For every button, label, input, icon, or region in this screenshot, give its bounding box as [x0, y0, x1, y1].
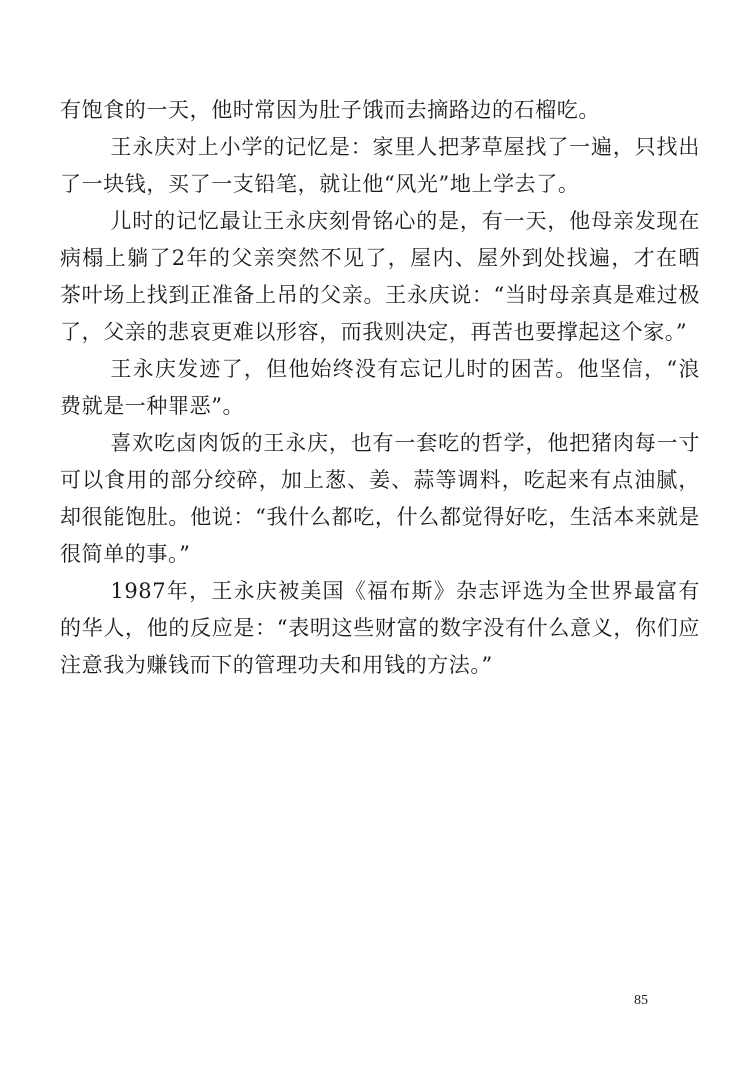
paragraph-5: 喜欢吃卤肉饭的王永庆，也有一套吃的哲学，他把猪肉每一寸可以食用的部分绞碎，加上葱、姜、蒜等调料，吃起来有点油腻，却很能饱肚。他说：“我什么都吃，什么都觉得好吃，生活本来就是很简单的事。”: [60, 431, 700, 566]
paragraph-6: 1987年，王永庆被美国《福布斯》杂志评选为全世界最富有的华人，他的反应是：“表明这些财富的数字没有什么意义，你们应注意我为赚钱而下的管理功夫和用钱的方法。”: [60, 579, 700, 677]
paragraph-1: 有饱食的一天，他时常因为肚子饿而去摘路边的石榴吃。: [60, 98, 600, 122]
body-text: [60, 92, 700, 684]
paragraph-2: 王永庆对上小学的记忆是：家里人把茅草屋找了一遍，只找出了一块钱，买了一支铅笔，就让他“风光”地上学去了。: [60, 135, 700, 196]
page-number: 85: [634, 993, 648, 1008]
paragraph-3: 儿时的记忆最让王永庆刻骨铭心的是，有一天，他母亲发现在病榻上躺了2年的父亲突然不见了，屋内、屋外到处找遍，才在晒茶叶场上找到正准备上吊的父亲。王永庆说：“当时母亲真是难过极了，父亲的悲哀更难以形容，而我则决定，再苦也要撑起这个家。”: [60, 209, 700, 344]
paragraph-4: 王永庆发迹了，但他始终没有忘记儿时的困苦。他坚信，“浪费就是一种罪恶”。: [60, 357, 700, 418]
